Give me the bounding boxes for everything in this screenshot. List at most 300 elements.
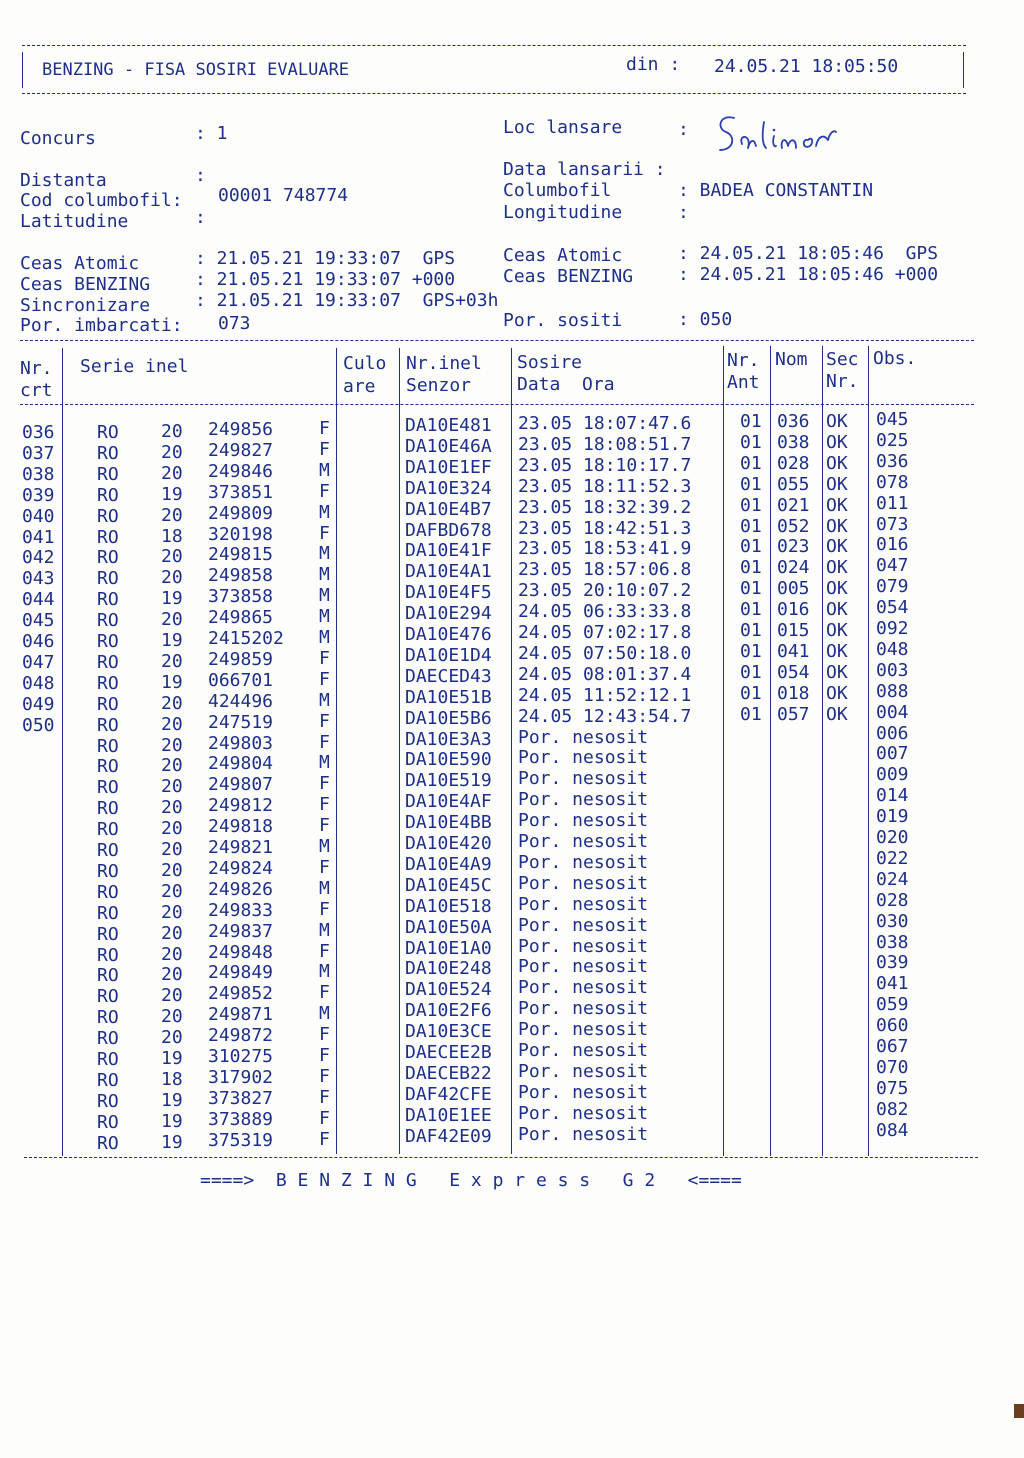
cell-sec-nr: OK	[826, 411, 848, 432]
longitudine-label: Longitudine	[503, 202, 623, 223]
cell-nr-ant: 01	[740, 640, 762, 662]
cell-year: 20	[161, 441, 183, 463]
cell-sex: F	[319, 940, 330, 962]
cell-senzor: DA10E5B6	[405, 707, 492, 729]
cell-sex: F	[319, 647, 330, 669]
cell-ring-number: 249807	[208, 774, 274, 796]
cell-nom: 036	[777, 411, 810, 432]
cell-ring-number: 249837	[208, 920, 274, 942]
header-senzor: Senzor	[406, 375, 472, 396]
cell-ring-number: 373851	[208, 481, 274, 503]
cell-ring-number: 249846	[208, 460, 274, 482]
cell-year: 20	[161, 859, 183, 881]
header-nom: Nom	[775, 349, 808, 370]
cell-senzor: DA10E1A0	[405, 937, 492, 959]
sincronizare-label: Sincronizare	[20, 295, 151, 316]
handwritten-location-signature	[712, 110, 852, 162]
cell-senzor: DAECED43	[405, 665, 492, 687]
col-divider-nom	[822, 346, 823, 1156]
cell-obs: 030	[876, 910, 909, 932]
cell-sex: F	[319, 794, 330, 816]
cell-obs: 067	[876, 1036, 909, 1057]
cell-nr-crt: 045	[22, 610, 55, 632]
cell-year: 20	[161, 692, 183, 714]
cell-sosire: 23.05 18:11:52.3	[518, 475, 692, 497]
cell-country: RO	[97, 631, 119, 652]
cell-senzor: DA10E3A3	[405, 728, 492, 750]
header-are: are	[343, 376, 376, 397]
cell-sec-nr: OK	[826, 703, 848, 725]
cell-senzor: DA10E2F6	[405, 1000, 492, 1022]
cell-sosire: Por. nesosit	[518, 1019, 649, 1041]
cell-sex: M	[319, 752, 330, 774]
cell-country: RO	[97, 610, 119, 632]
cell-year: 20	[161, 567, 183, 589]
cell-ring-number: 249856	[208, 419, 274, 440]
cell-sosire: Por. nesosit	[518, 1081, 649, 1103]
cell-nr-ant: 01	[740, 494, 762, 516]
cell-sosire: Por. nesosit	[518, 977, 649, 999]
columbofil-value: : BADEA CONSTANTIN	[678, 180, 874, 201]
cell-nom: 057	[777, 703, 810, 725]
cell-sex: F	[319, 1128, 330, 1150]
cell-sex: F	[319, 418, 330, 439]
cell-year: 19	[161, 1131, 183, 1153]
loc-lansare-colon: :	[678, 119, 689, 140]
cell-senzor: DA10E294	[405, 603, 492, 625]
col-divider-senzor	[511, 348, 512, 1154]
cell-year: 20	[161, 797, 183, 819]
cell-country: RO	[97, 1111, 119, 1133]
cell-country: RO	[97, 672, 119, 694]
cell-obs: 014	[876, 785, 909, 807]
cell-nom: 015	[777, 620, 810, 641]
cell-senzor: DA10E4A9	[405, 853, 492, 875]
cell-country: RO	[97, 484, 119, 506]
cell-nr-ant: 01	[740, 431, 762, 453]
cell-sex: M	[319, 606, 330, 628]
cell-sec-nr: OK	[826, 452, 848, 474]
cell-sosire: 23.05 20:10:07.2	[518, 580, 692, 602]
cell-ring-number: 373889	[208, 1108, 274, 1130]
cell-year: 20	[161, 776, 183, 798]
cell-sosire: 23.05 18:42:51.3	[518, 517, 692, 539]
cell-obs: 007	[876, 743, 909, 765]
cell-obs: 006	[876, 722, 909, 744]
cell-obs: 060	[876, 1015, 909, 1037]
cell-senzor: DA10E481	[405, 415, 492, 436]
cell-nr-ant: 01	[740, 703, 762, 725]
cell-nr-ant: 01	[740, 682, 762, 704]
cell-sec-nr: OK	[826, 515, 848, 537]
cell-nom: 021	[777, 494, 810, 516]
cell-obs: 038	[876, 931, 909, 953]
cell-sex: M	[319, 919, 330, 941]
cell-ring-number: 375319	[208, 1129, 274, 1151]
ceas-atomic-end-label: Ceas Atomic	[503, 245, 623, 266]
cell-sosire: Por. nesosit	[518, 1060, 649, 1082]
cell-obs: 041	[876, 973, 909, 995]
cell-year: 20	[161, 504, 183, 526]
ceas-benzing-start-value: : 21.05.21 19:33:07 +000	[195, 269, 456, 290]
ceas-atomic-end-value: : 24.05.21 18:05:46 GPS	[678, 243, 939, 264]
cell-sosire: 24.05 08:01:37.4	[518, 663, 692, 685]
cell-senzor: DA10E524	[405, 979, 492, 1001]
cell-sec-nr: OK	[826, 640, 848, 662]
porumbei-sositi-label: Por. sositi	[503, 310, 623, 331]
cell-sex: M	[319, 543, 330, 565]
header-nr-inel: Nr.inel	[406, 353, 482, 374]
cell-country: RO	[97, 1049, 119, 1070]
cell-ring-number: 249827	[208, 439, 274, 461]
cell-nr-crt: 043	[22, 568, 55, 590]
col-divider-culoare	[399, 348, 400, 1154]
cell-obs: 022	[876, 847, 909, 869]
cell-year: 20	[161, 755, 183, 777]
cell-year: 20	[161, 1006, 183, 1028]
cell-nr-crt: 042	[22, 547, 55, 569]
cell-sex: F	[319, 522, 330, 544]
cell-nr-crt: 047	[22, 651, 55, 673]
cell-ring-number: 249871	[208, 1004, 274, 1026]
col-divider-ant	[770, 346, 771, 1156]
cell-country: RO	[97, 422, 119, 443]
cell-sex: M	[319, 627, 330, 648]
cell-senzor: DA10E518	[405, 895, 492, 917]
cell-nr-ant: 01	[740, 661, 762, 683]
cell-year: 20	[161, 922, 183, 944]
cell-nr-crt: 044	[22, 589, 55, 611]
cell-country: RO	[97, 442, 119, 464]
cell-year: 19	[161, 483, 183, 505]
cell-senzor: DA10E46A	[405, 435, 492, 457]
cell-obs: 070	[876, 1056, 909, 1078]
header-left-border	[22, 52, 23, 88]
cell-year: 19	[161, 588, 183, 610]
cell-country: RO	[97, 944, 119, 966]
cell-senzor: DA10E1D4	[405, 644, 492, 666]
cell-country: RO	[97, 1069, 119, 1091]
cell-nr-ant: 01	[740, 411, 762, 432]
cell-sosire: Por. nesosit	[518, 747, 649, 769]
cell-nom: 038	[777, 431, 810, 453]
header-datetime: 24.05.21 18:05:50	[714, 56, 899, 77]
cell-obs: 036	[876, 450, 909, 472]
cell-senzor: DA10E50A	[405, 916, 492, 938]
cell-ring-number: 249865	[208, 607, 274, 629]
cell-ring-number: 249833	[208, 899, 274, 921]
cell-senzor: DA10E4BB	[405, 812, 492, 834]
header-data-ora: Data Ora	[517, 374, 615, 395]
distanta-label: Distanta	[20, 170, 107, 191]
cell-country: RO	[97, 568, 119, 590]
cell-sex: F	[319, 1024, 330, 1046]
table-top-border	[20, 340, 974, 341]
header-obs: Obs.	[873, 348, 917, 369]
cell-nom: 055	[777, 473, 810, 495]
cell-sec-nr: OK	[826, 661, 848, 683]
cell-sex: F	[319, 480, 330, 502]
cell-sex: F	[319, 1086, 330, 1108]
cell-sex: M	[319, 501, 330, 523]
cell-country: RO	[97, 693, 119, 715]
cell-ring-number: 320198	[208, 523, 274, 545]
cell-ring-number: 249818	[208, 816, 274, 838]
cell-nom: 018	[777, 682, 810, 704]
cell-senzor: DA10E420	[405, 833, 492, 854]
cell-nom: 028	[777, 452, 810, 474]
cell-ring-number: 249849	[208, 962, 274, 984]
cell-nr-ant: 01	[740, 536, 762, 558]
cell-ring-number: 249872	[208, 1025, 274, 1047]
ceas-benzing-start-label: Ceas BENZING	[20, 274, 151, 295]
cell-year: 20	[161, 1027, 183, 1049]
cell-sex: F	[319, 731, 330, 753]
cell-nom: 041	[777, 640, 810, 662]
cell-sex: F	[319, 982, 330, 1004]
cell-sosire: 23.05 18:32:39.2	[518, 496, 692, 518]
cell-nr-crt: 036	[22, 422, 55, 443]
table-header-separator	[20, 404, 974, 405]
cell-sosire: 23.05 18:08:51.7	[518, 433, 692, 455]
latitudine-value: :	[195, 207, 206, 228]
cell-ring-number: 2415202	[208, 628, 284, 649]
cell-sex: F	[319, 898, 330, 920]
cell-country: RO	[97, 1132, 119, 1154]
data-lansarii-label: Data lansarii :	[503, 159, 666, 180]
loc-lansare-label: Loc lansare	[503, 117, 623, 138]
cell-sec-nr: OK	[826, 431, 848, 453]
cell-ring-number: 249804	[208, 753, 274, 775]
ceas-atomic-start-label: Ceas Atomic	[20, 253, 140, 274]
cell-sex: M	[319, 689, 330, 711]
cell-nom: 024	[777, 557, 810, 579]
cell-sosire: Por. nesosit	[518, 789, 649, 811]
cell-year: 20	[161, 985, 183, 1007]
cell-country: RO	[97, 881, 119, 903]
cell-sec-nr: OK	[826, 599, 848, 621]
cell-senzor: DA10E4B7	[405, 498, 492, 520]
cell-sex: F	[319, 1107, 330, 1129]
cell-nr-crt: 046	[22, 631, 55, 652]
cell-senzor: DAFBD678	[405, 519, 492, 541]
cell-country: RO	[97, 860, 119, 882]
col-divider-serie	[336, 348, 337, 1154]
cell-ring-number: 249852	[208, 983, 274, 1005]
cell-year: 18	[161, 1068, 183, 1090]
cell-ring-number: 317902	[208, 1066, 274, 1088]
cell-obs: 079	[876, 576, 909, 598]
cell-sex: F	[319, 1045, 330, 1066]
cell-obs: 075	[876, 1077, 909, 1099]
cell-year: 20	[161, 421, 183, 442]
cell-sex: M	[319, 836, 330, 857]
cell-year: 19	[161, 1089, 183, 1111]
cell-sex: M	[319, 459, 330, 481]
cell-sex: F	[319, 438, 330, 460]
cell-year: 19	[161, 630, 183, 651]
latitudine-label: Latitudine	[20, 211, 129, 232]
cell-year: 20	[161, 818, 183, 840]
cell-sex: M	[319, 564, 330, 586]
document-title: BENZING - FISA SOSIRI EVALUARE	[42, 60, 350, 80]
cell-sec-nr: OK	[826, 578, 848, 600]
ceas-atomic-start-value: : 21.05.21 19:33:07 GPS	[195, 248, 456, 269]
cell-senzor: DAECEB22	[405, 1062, 492, 1084]
longitudine-value: :	[678, 202, 689, 223]
cell-sosire: 24.05 07:50:18.0	[518, 642, 692, 664]
cell-nom: 016	[777, 599, 810, 621]
cell-country: RO	[97, 902, 119, 924]
cell-senzor: DA10E248	[405, 958, 492, 980]
cell-country: RO	[97, 463, 119, 485]
cell-ring-number: 249859	[208, 648, 274, 670]
cell-sec-nr: OK	[826, 682, 848, 704]
cell-sec-nr: OK	[826, 494, 848, 516]
cell-year: 20	[161, 880, 183, 902]
cell-ring-number: 066701	[208, 669, 274, 691]
cell-sex: F	[319, 773, 330, 795]
cell-country: RO	[97, 756, 119, 778]
cell-obs: 025	[876, 429, 909, 451]
cell-senzor: DAF42CFE	[405, 1083, 492, 1105]
porumbei-imbarcati-value: 073	[218, 313, 251, 334]
distanta-value: :	[195, 165, 206, 186]
cell-year: 20	[161, 462, 183, 484]
cell-sex: M	[319, 1003, 330, 1025]
cell-ring-number: 249803	[208, 732, 274, 754]
cell-sosire: Por. nesosit	[518, 893, 649, 915]
cell-sex: F	[319, 710, 330, 732]
cell-sex: F	[319, 1065, 330, 1087]
cell-ring-number: 373858	[208, 586, 274, 608]
cell-sec-nr: OK	[826, 557, 848, 579]
cell-country: RO	[97, 840, 119, 861]
paper-edge-mark	[1014, 1404, 1024, 1418]
cell-sex: M	[319, 585, 330, 607]
cell-sosire: Por. nesosit	[518, 851, 649, 873]
header-crt: crt	[20, 380, 53, 401]
cell-ring-number: 249858	[208, 565, 274, 587]
cell-senzor: DA10E476	[405, 624, 492, 645]
din-label: din :	[626, 54, 681, 75]
cell-ring-number: 424496	[208, 690, 274, 712]
cell-nr-ant: 01	[740, 620, 762, 641]
header-right-border	[963, 52, 964, 88]
cell-nom: 005	[777, 578, 810, 600]
cell-senzor: DA10E4AF	[405, 791, 492, 813]
cell-nr-crt: 050	[22, 714, 55, 736]
cell-nr-ant: 01	[740, 473, 762, 495]
cell-sosire: 24.05 06:33:33.8	[518, 601, 692, 623]
cell-obs: 028	[876, 889, 909, 911]
cell-country: RO	[97, 714, 119, 736]
cell-ring-number: 249815	[208, 544, 274, 566]
cell-country: RO	[97, 986, 119, 1008]
header-nr: Nr.	[20, 358, 53, 379]
cell-senzor: DA10E1EE	[405, 1104, 492, 1126]
cell-obs: 047	[876, 555, 909, 577]
cell-senzor: DA10E3CE	[405, 1021, 492, 1043]
cell-nom: 023	[777, 536, 810, 558]
cell-sex: F	[319, 856, 330, 878]
cell-year: 20	[161, 546, 183, 568]
cell-senzor: DA10E590	[405, 749, 492, 771]
cell-sosire: Por. nesosit	[518, 831, 649, 852]
header-bottom-border	[22, 93, 966, 94]
cell-nr-ant: 01	[740, 599, 762, 621]
cell-ring-number: 247519	[208, 711, 274, 733]
cell-senzor: DA10E324	[405, 477, 492, 499]
cell-sosire: 24.05 11:52:12.1	[518, 684, 692, 706]
cell-sex: F	[319, 668, 330, 690]
cell-sosire: Por. nesosit	[518, 768, 649, 790]
cell-obs: 088	[876, 680, 909, 702]
header-sec: Sec	[826, 349, 859, 370]
cell-obs: 084	[876, 1119, 909, 1141]
table-bottom-border	[24, 1157, 978, 1158]
cell-ring-number: 249809	[208, 502, 274, 524]
cell-sosire: Por. nesosit	[518, 1102, 649, 1124]
cell-senzor: DA10E4F5	[405, 582, 492, 604]
cell-year: 20	[161, 839, 183, 860]
header-nr-ant: Nr.	[727, 350, 760, 371]
cell-nr-crt: 038	[22, 463, 55, 485]
cod-columbofil-value: 00001 748774	[218, 185, 349, 206]
cell-sec-nr: OK	[826, 536, 848, 558]
header-serie-inel: Serie inel	[80, 356, 189, 377]
cell-obs: 019	[876, 806, 909, 828]
header-sosire: Sosire	[517, 352, 583, 373]
col-divider-sosire	[723, 346, 724, 1156]
cell-nr-crt: 041	[22, 526, 55, 548]
cell-obs: 003	[876, 659, 909, 681]
cell-nom: 052	[777, 515, 810, 537]
cell-obs: 054	[876, 597, 909, 619]
header-sec-nr: Nr.	[826, 371, 859, 392]
cell-sosire: 23.05 18:07:47.6	[518, 413, 692, 434]
cell-ring-number: 249848	[208, 941, 274, 963]
cell-year: 20	[161, 713, 183, 735]
cell-year: 20	[161, 943, 183, 965]
cell-obs: 004	[876, 701, 909, 723]
cell-sosire: 23.05 18:10:17.7	[518, 454, 692, 476]
cell-country: RO	[97, 1090, 119, 1112]
cell-obs: 020	[876, 827, 909, 848]
cell-sosire: Por. nesosit	[518, 872, 649, 894]
cell-ring-number: 249812	[208, 795, 274, 817]
cell-year: 20	[161, 734, 183, 756]
cell-nr-ant: 01	[740, 557, 762, 579]
cell-senzor: DA10E51B	[405, 686, 492, 708]
cell-country: RO	[97, 923, 119, 945]
cell-sex: M	[319, 877, 330, 899]
cell-country: RO	[97, 735, 119, 757]
cell-country: RO	[97, 777, 119, 799]
cell-obs: 039	[876, 952, 909, 974]
cell-senzor: DA10E4A1	[405, 561, 492, 583]
cell-sex: M	[319, 961, 330, 983]
cell-country: RO	[97, 651, 119, 673]
concurs-value: : 1	[195, 123, 228, 144]
cell-country: RO	[97, 819, 119, 841]
cell-nom: 054	[777, 661, 810, 683]
cell-country: RO	[97, 1007, 119, 1029]
cell-sec-nr: OK	[826, 473, 848, 495]
cell-obs: 011	[876, 492, 909, 514]
col-divider-crt	[62, 348, 63, 1156]
cell-obs: 024	[876, 868, 909, 890]
